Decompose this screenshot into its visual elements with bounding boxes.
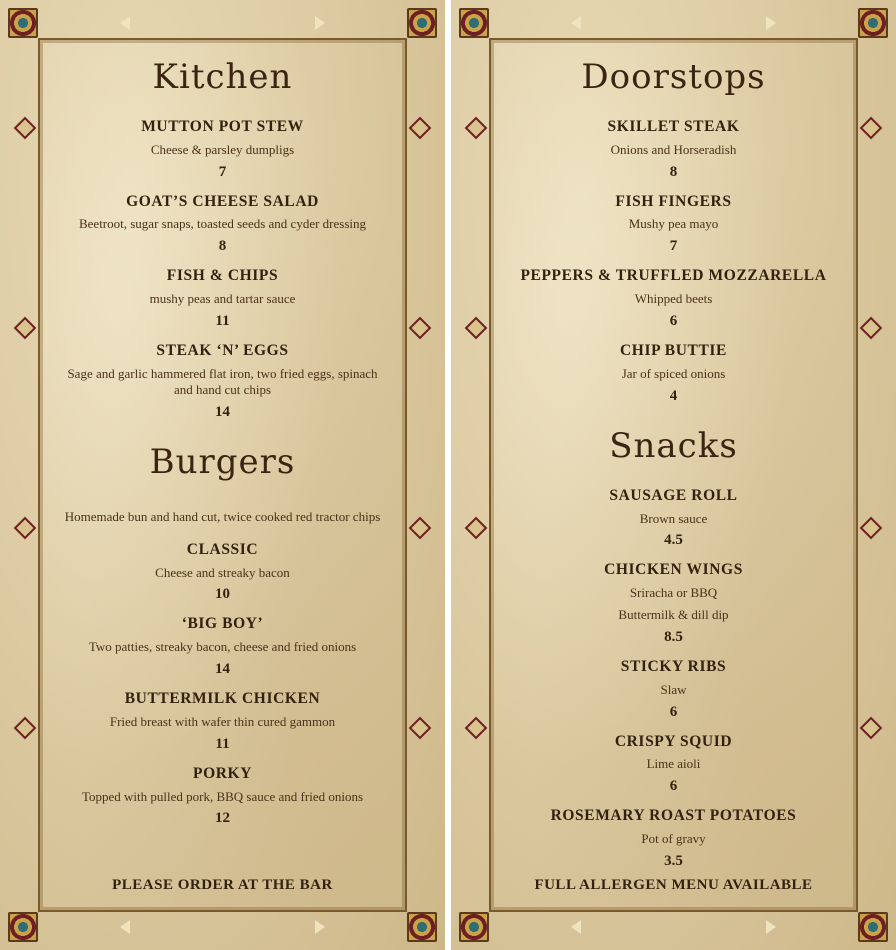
menu-item-desc: Sriracha or BBQ	[629, 585, 718, 601]
menu-item-price: 14	[215, 403, 230, 420]
diamond-icon	[860, 717, 883, 740]
diamond-icon	[14, 517, 37, 540]
triangle-marker-icon	[571, 16, 581, 30]
menu-page-right	[451, 0, 896, 950]
menu-item-desc: Brown sauce	[639, 510, 708, 526]
menu-page-left	[0, 0, 445, 950]
triangle-marker-icon	[571, 920, 581, 934]
menu-item-price: 4	[669, 387, 678, 404]
menu-item-desc: Two patties, streaky bacon, cheese and fried onions	[88, 639, 357, 655]
menu-item-name: PEPPERS & TRUFFLED MOZZARELLA	[520, 267, 827, 285]
menu-item-desc: mushy peas and tartar sauce	[149, 291, 296, 307]
border-band-top	[459, 8, 888, 38]
triangle-marker-icon	[120, 16, 130, 30]
diamond-icon	[465, 517, 488, 540]
menu-item-name: STEAK ‘N’ EGGS	[156, 342, 289, 360]
menu-item	[509, 332, 838, 405]
diamond-icon	[465, 317, 488, 340]
menu-item-desc: Cheese & parsley dumpligs	[150, 141, 295, 157]
right-page-content	[491, 40, 856, 910]
left-page-content	[40, 40, 405, 910]
celtic-knot-icon	[8, 8, 38, 38]
menu-item-name: FISH & CHIPS	[166, 267, 279, 285]
section-title-doorstops: Doorstops	[581, 57, 766, 97]
triangle-marker-icon	[315, 16, 325, 30]
menu-item	[58, 531, 387, 604]
menu-item-price: 10	[215, 586, 230, 603]
menu-item-price: 6	[669, 313, 678, 330]
menu-item	[58, 183, 387, 256]
triangle-marker-icon	[766, 920, 776, 934]
diamond-icon	[14, 717, 37, 740]
page-inner-frame	[38, 38, 407, 912]
menu-item-price: 8	[218, 238, 227, 255]
menu-item	[58, 755, 387, 828]
page-inner-frame	[489, 38, 858, 912]
diamond-icon	[465, 717, 488, 740]
menu-item-name: CHICKEN WINGS	[604, 561, 743, 579]
menu-item-name: MUTTON POT STEW	[141, 118, 304, 135]
menu-item	[509, 183, 838, 256]
diamond-icon	[860, 517, 883, 540]
menu-item-desc: Cheese and streaky bacon	[155, 564, 290, 580]
menu-item-price: 12	[215, 810, 230, 827]
menu-item-desc: Topped with pulled pork, BBQ sauce and fried onions	[81, 788, 364, 804]
menu-item-price: 8.5	[664, 628, 683, 645]
celtic-knot-icon	[858, 912, 888, 942]
menu-item-price: 11	[215, 735, 230, 752]
triangle-marker-icon	[315, 920, 325, 934]
menu-item-desc: Slaw	[660, 681, 687, 697]
diamond-icon	[14, 317, 37, 340]
diamond-icon	[409, 717, 432, 740]
menu-item	[58, 605, 387, 678]
menu-item-desc: Lime aioli	[646, 756, 701, 772]
menu-item-name: CHIP BUTTIE	[620, 342, 727, 360]
menu-item	[58, 257, 387, 330]
menu-item-price: 11	[215, 313, 230, 330]
section-title-snacks: Snacks	[609, 425, 738, 466]
menu-item-name: ROSEMARY ROAST POTATOES	[550, 807, 797, 825]
menu-item-price: 14	[215, 661, 230, 678]
menu-item	[509, 108, 838, 181]
diamond-icon	[465, 117, 488, 140]
menu-item-desc: Mushy pea mayo	[628, 216, 719, 232]
menu-item-desc: Whipped beets	[634, 291, 713, 307]
celtic-knot-icon	[459, 8, 489, 38]
section-title-kitchen: Kitchen	[152, 57, 293, 97]
menu-item-name: BUTTERMILK CHICKEN	[124, 690, 321, 708]
menu-item-name: ‘BIG BOY’	[181, 615, 264, 633]
menu-item	[509, 723, 838, 796]
triangle-marker-icon	[766, 16, 776, 30]
menu-item-name: SKILLET STEAK	[607, 118, 740, 135]
menu-item-desc: Sage and garlic hammered flat iron, two fried eggs, spinach and hand cut chips	[67, 365, 378, 397]
celtic-knot-icon	[407, 8, 437, 38]
celtic-knot-icon	[858, 8, 888, 38]
menu-item-price: 8	[669, 163, 678, 180]
diamond-icon	[860, 117, 883, 140]
menu-item-name: SAUSAGE ROLL	[609, 486, 738, 504]
diamond-icon	[14, 117, 37, 140]
menu-item	[509, 551, 838, 646]
menu-item-name: PORKY	[193, 764, 252, 782]
menu-item	[58, 680, 387, 753]
menu-item-price: 3.5	[664, 852, 683, 869]
menu-item-price: 7	[669, 238, 678, 255]
celtic-knot-icon	[8, 912, 38, 942]
menu-item-price: 4.5	[664, 532, 683, 549]
menu-item-desc: Beetroot, sugar snaps, toasted seeds and cyder dressing	[78, 216, 366, 232]
menu-item-desc: Jar of spiced onions	[621, 365, 726, 381]
diamond-icon	[409, 517, 432, 540]
menu-item-name: CRISPY SQUID	[614, 732, 733, 750]
menu-item-desc-secondary: Buttermilk & dill dip	[618, 607, 729, 623]
section-note-burgers: Homemade bun and hand cut, twice cooked red tractor chips	[64, 508, 381, 524]
menu-item-desc: Pot of gravy	[641, 831, 706, 847]
left-page-footer: PLEASE ORDER AT THE BAR	[112, 877, 333, 893]
menu-item-desc: Fried breast with wafer thin cured gammon	[109, 713, 336, 729]
menu-item-name: FISH FINGERS	[615, 192, 732, 210]
menu-item	[509, 797, 838, 870]
menu-item	[509, 648, 838, 721]
triangle-marker-icon	[120, 920, 130, 934]
diamond-icon	[409, 317, 432, 340]
menu-item	[509, 477, 838, 550]
section-title-burgers: Burgers	[149, 441, 296, 482]
celtic-knot-icon	[459, 912, 489, 942]
right-page-footer: FULL ALLERGEN MENU AVAILABLE	[534, 877, 813, 893]
menu-item-price: 6	[669, 778, 678, 795]
menu-item-name: CLASSIC	[186, 540, 259, 558]
menu-item	[58, 332, 387, 421]
diamond-icon	[860, 317, 883, 340]
menu-item	[58, 108, 387, 181]
diamond-icon	[409, 117, 432, 140]
border-band-top	[8, 8, 437, 38]
celtic-knot-icon	[407, 912, 437, 942]
menu-item-name: GOAT’S CHEESE SALAD	[126, 192, 319, 210]
menu-item-price: 6	[669, 703, 678, 720]
menu-item	[509, 257, 838, 330]
menu-item-desc: Onions and Horseradish	[610, 141, 737, 157]
menu-item-name: STICKY RIBS	[620, 657, 727, 675]
menu-item-price: 7	[218, 163, 227, 180]
